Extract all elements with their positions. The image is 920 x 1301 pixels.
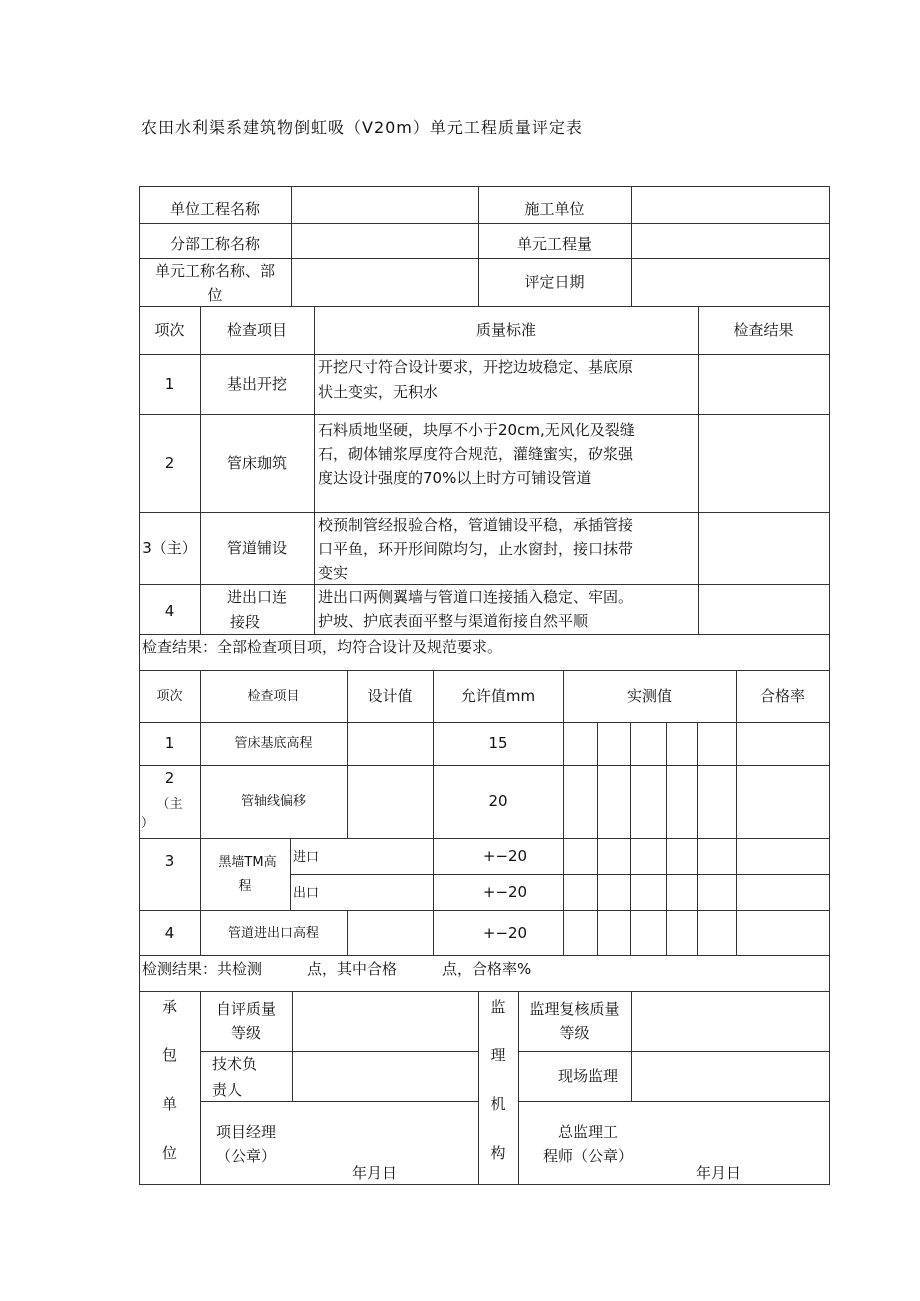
inspection-row-item: 基出开挖 (226, 375, 287, 393)
supervisor-label: 构 (490, 1144, 506, 1162)
measurement-row-allow: 20 (488, 792, 508, 810)
contractor-label: 位 (161, 1144, 177, 1162)
review-grade-label: 监理复核质量 (529, 1000, 620, 1018)
measurement-col-design: 设计值 (367, 687, 413, 705)
measurement-row-allow: +−20 (482, 847, 528, 865)
chief-engineer-label: 总监理工 (557, 1123, 618, 1141)
contractor-date: 年月日 (352, 1164, 398, 1182)
page-title: 农田水利渠系建筑物倒虹吸（V20m）单元工程质量评定表 (141, 118, 583, 137)
site-supervisor-label: 现场监理 (557, 1067, 618, 1085)
review-grade-label: 等级 (559, 1024, 590, 1042)
inspection-row-item: 进出口连 (226, 588, 287, 606)
inspection-row-standard: 石，砌体铺浆厚度符合规范，灌缝蜜实，矽浆强 (318, 445, 634, 463)
inspection-row-no: 4 (164, 602, 175, 620)
supervisor-label: 监 (490, 998, 506, 1016)
supervisor-date: 年月日 (696, 1164, 742, 1182)
measurement-row-item: 黑墙TM高 (218, 855, 277, 870)
eval-date-label: 评定日期 (524, 273, 585, 291)
measurement-row-no: 2 (164, 769, 175, 787)
inspection-row-standard: 石料质地坚硬，块厚不小于20cm,无风化及裂缝 (318, 421, 635, 439)
measurement-row-no: 4 (164, 924, 175, 942)
inspection-row-item: 接段 (229, 613, 260, 631)
supervisor-label: 理 (490, 1046, 506, 1064)
unit-project-name-label: 单位工程名称 (169, 200, 260, 218)
measurement-row-item: 管床基底高程 (234, 736, 313, 751)
measurement-row-no: 3 (164, 852, 175, 870)
measurement-col-allow: 允许值mm (460, 687, 536, 705)
chief-engineer-label: 程师（公章） (542, 1147, 633, 1165)
contractor-label: 包 (161, 1046, 177, 1064)
tech-lead-label: 技术负 (212, 1055, 258, 1073)
contractor-label: 单 (161, 1095, 177, 1113)
measurement-col-no: 项次 (156, 689, 183, 704)
outlet-label: 出口 (293, 886, 320, 901)
measurement-row-no: 1 (164, 734, 175, 752)
inspection-col-no: 项次 (154, 321, 185, 339)
inspection-row-item: 管床珈筑 (226, 454, 287, 472)
measurement-col-item: 检查项目 (247, 689, 300, 704)
inspection-col-item: 检查项目 (226, 321, 287, 339)
unit-name-part-label-2: 位 (207, 286, 223, 304)
measurement-row-allow: +−20 (482, 883, 528, 901)
inspection-row-standard: 护坡、护底表面平整与渠道衔接自然平顺 (318, 612, 589, 630)
contractor-label: 承 (161, 998, 177, 1016)
inspection-row-no: 3（主） (142, 539, 197, 557)
measurement-row-item: 管道进出口高程 (227, 926, 319, 941)
measurement-row-allow: +−20 (482, 924, 528, 942)
measurement-col-rate: 合格率 (759, 687, 805, 705)
pm-label: （公章） (215, 1147, 276, 1165)
inspection-summary: 检查结果：全部检查项目项，均符合设计及规范要求。 (142, 638, 503, 656)
inlet-label: 进口 (293, 850, 320, 865)
pm-label: 项目经理 (215, 1123, 276, 1141)
construction-unit-label: 施工单位 (524, 200, 585, 218)
inspection-row-item: 管道铺设 (226, 539, 287, 557)
inspection-row-standard: 校预制管经报验合格，管道铺设平稳，承插管接 (318, 516, 634, 534)
self-grade-label: 等级 (230, 1024, 261, 1042)
measurement-row-item: 程 (238, 879, 252, 894)
measurement-row-item: 管轴线偏移 (240, 794, 306, 809)
supervisor-label: 机 (490, 1095, 506, 1113)
inspection-col-result: 检查结果 (733, 321, 794, 339)
inspection-row-standard: 度达设计强度的70%以上时方可铺设管道 (318, 469, 592, 487)
inspection-row-standard: 开挖尺寸符合设计要求，开挖边坡稳定、基底原 (318, 358, 634, 376)
unit-quantity-label: 单元工程量 (516, 235, 592, 253)
inspection-row-standard: 口平鱼，环开形间隙均匀，止水窗封，接口抹带 (318, 540, 634, 558)
measurement-row-no: （主 (156, 797, 183, 812)
self-grade-label: 自评质量 (215, 1000, 276, 1018)
measurement-summary: 检测结果：共检测 点，其中合格 点，合格率% (142, 960, 532, 978)
sub-project-name-label: 分部工称名称 (169, 235, 260, 253)
measurement-row-no: ） (141, 816, 155, 831)
inspection-col-standard: 质量标准 (475, 321, 536, 339)
unit-name-part-label: 单元工称名称、部 (154, 262, 275, 280)
measurement-row-allow: 15 (488, 734, 508, 752)
inspection-row-no: 2 (164, 454, 175, 472)
tech-lead-label: 责人 (212, 1081, 243, 1099)
inspection-row-no: 1 (164, 375, 175, 393)
inspection-row-standard: 变实 (318, 564, 349, 582)
measurement-col-measured: 实测值 (626, 687, 672, 705)
inspection-row-standard: 进出口两侧翼墙与管道口连接插入稳定、牢固。 (318, 588, 634, 606)
inspection-row-standard: 状土变实，无积水 (318, 383, 439, 401)
